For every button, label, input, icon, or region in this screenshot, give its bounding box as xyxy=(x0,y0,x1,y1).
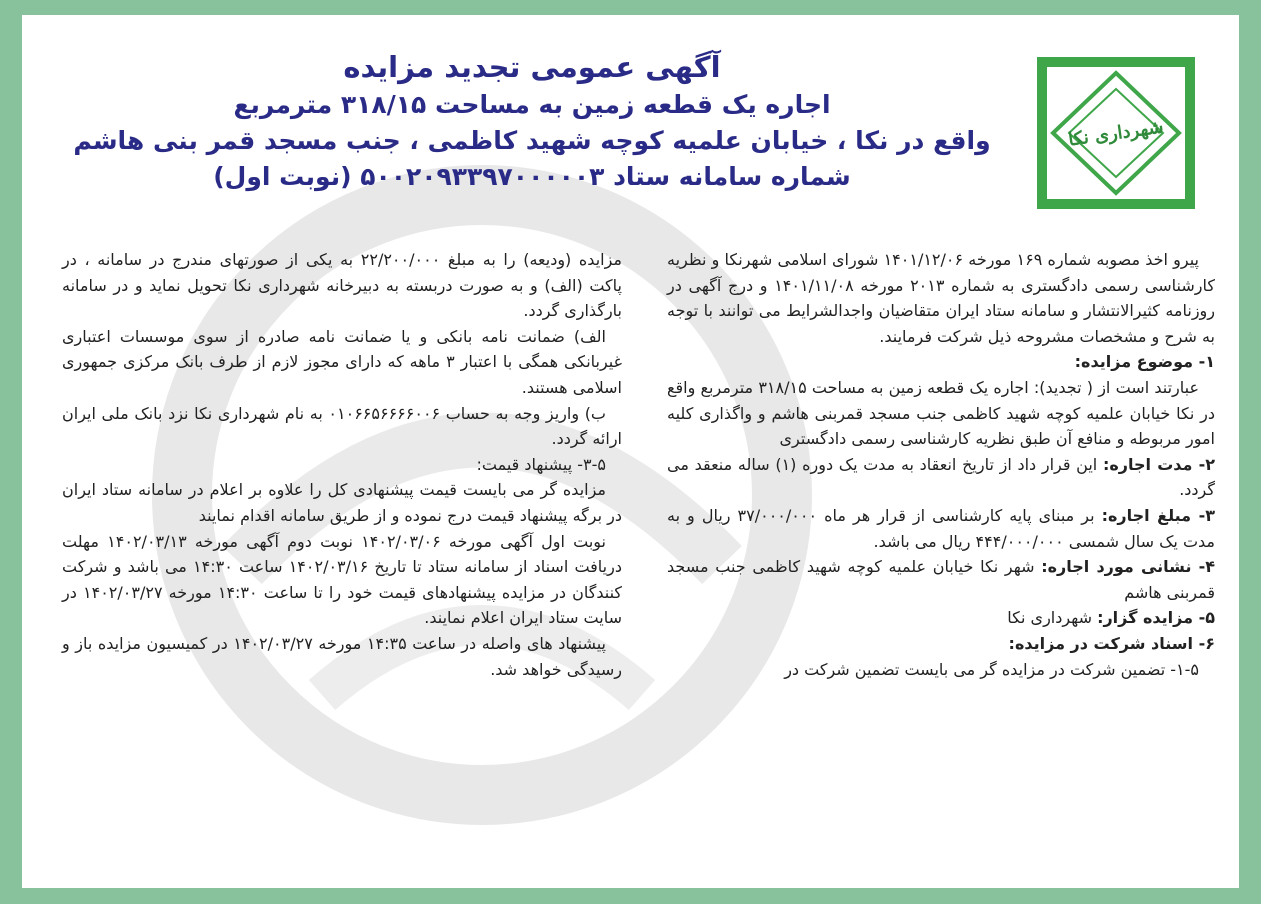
notice-title: آگهی عمومی تجدید مزایده xyxy=(343,50,721,84)
section-3-text: بر مبنای پایه کارشناسی از قرار هر ماه ۳۷/۰۰۰/۰۰۰ ریال و به مدت یک سال شمسی ۴۴۴/۰۰۰/۰۰۰ ریال می باشد. xyxy=(667,505,1215,551)
left-column xyxy=(62,247,622,682)
notice-subtitle-address: واقع در نکا ، خیابان علمیه کوچه شهید کاظمی ، جنب مسجد قمر بنی هاشم xyxy=(73,126,991,155)
municipality-logo xyxy=(1037,57,1195,209)
logo-text: شهرداری نکا xyxy=(1067,115,1165,151)
price-offer-heading: ۳-۵- پیشنهاد قیمت: xyxy=(476,454,606,474)
section-1-text: عبارتند است از ( تجدید): اجاره یک قطعه زمین به مساحت ۳۱۸/۱۵ مترمربع واقع در نکا خیابان علمیه کوچه شهید کاظمی جنب مسجد قمربنی هاشم و واگذاری کلیه امور مربوطه و منافع آن طبق نظریه کارشناسی رسمی دادگستری xyxy=(667,377,1215,449)
section-5-label: ۵- مزایده گزار: xyxy=(1097,608,1215,628)
guarantee-option-a: الف) ضمانت نامه بانکی و یا ضمانت نامه صادره از سوی موسسات اعتباری غیربانکی همگی با اعتبار ۳ ماهه که دارای مجوز لازم از طرف بانک مرکزی جمهوری اسلامی هستند. xyxy=(62,326,623,397)
section-5-text: شهرداری نکا xyxy=(1007,608,1098,628)
section-3 xyxy=(667,503,1215,554)
section-5 xyxy=(667,605,1215,631)
section-1-heading: ۱- موضوع مزایده: xyxy=(1074,352,1215,372)
price-offer-text: مزایده گر می بایست قیمت پیشنهادی کل را علاوه بر اعلام در سامانه ستاد ایران در برگه پیشنهاد قیمت درج نموده و از طریق سامانه اقدام نمایند xyxy=(62,480,622,525)
section-4-label: ۴- نشانی مورد اجاره: xyxy=(1041,557,1216,577)
notice-page xyxy=(22,15,1239,888)
guarantee-option-b: ب) واریز وجه به حساب ۰۱۰۶۶۵۶۶۶۶۰۰۶ به نام شهرداری نکا نزد بانک ملی ایران ارائه گردد. xyxy=(62,403,622,449)
section-3-label: ۳- مبلغ اجاره: xyxy=(1101,505,1215,525)
notice-subtitle-system-number: شماره سامانه ستاد ۵۰۰۲۰۹۳۳۹۷۰۰۰۰۰۳ (نوبت اول) xyxy=(213,162,851,191)
notice-subtitle-area: اجاره یک قطعه زمین به مساحت ۳۱۸/۱۵ مترمربع xyxy=(233,90,831,119)
deposit-paragraph: مزایده (ودیعه) را به مبلغ ۲۲/۲۰۰/۰۰۰ به یکی از صورتهای مندرج در سامانه ، در پاکت (الف) و به صورت دربسته به دبیرخانه شهرداری نکا تحویل نماید و در سامانه بارگذاری گردد. xyxy=(62,250,622,321)
section-2-text: این قرار داد از تاریخ انعقاد به مدت یک دوره (۱) ساله منعقد می گردد. xyxy=(667,454,1215,500)
notice-header xyxy=(62,47,1002,195)
opening-paragraph: پیشنهاد های واصله در ساعت ۱۴:۳۵ مورخه ۱۴۰۲/۰۳/۲۷ در کمیسیون مزایده باز و رسیدگی خواهد شد. xyxy=(62,633,622,679)
section-2 xyxy=(667,452,1215,503)
section-2-label: ۲- مدت اجاره: xyxy=(1102,454,1216,474)
section-4 xyxy=(667,554,1215,605)
intro-paragraph: پیرو اخذ مصوبه شماره ۱۶۹ مورخه ۱۴۰۱/۱۲/۰۶ شورای اسلامی شهرنکا و نظریه کارشناسی رسمی دادگستری به شماره ۲۰۱۳ مورخه ۱۴۰۱/۱۱/۰۸ و درج آگهی در روزنامه کثیرالانتشار و سامانه ستاد ایران متقاضیان واجدالشرایط می توانند با توجه به شرح و مشخصات مشروحه ذیل شرکت فرمایند. xyxy=(667,250,1215,346)
section-6-1-text: ۱-۵- تضمین شرکت در مزایده گر می بایست تضمین شرکت در xyxy=(784,659,1199,679)
schedule-paragraph: نوبت اول آگهی مورخه ۱۴۰۲/۰۳/۰۶ نوبت دوم آگهی مورخه ۱۴۰۲/۰۳/۱۳ مهلت دریافت اسناد از سامانه ستاد تا تاریخ ۱۴۰۲/۰۳/۱۶ ساعت ۱۴:۳۰ می باشد و شرکت کنندگان در مزایده پیشنهادهای قیمت خود را تا ساعت ۱۴:۳۰ مورخه ۱۴۰۲/۰۳/۲۷ در سایت ستاد ایران اعلام نمایند. xyxy=(62,531,623,628)
section-6-heading: ۶- اسناد شرکت در مزایده: xyxy=(1008,633,1215,653)
right-column xyxy=(667,247,1215,682)
section-4-text: شهر نکا خیابان علمیه کوچه شهید کاظمی جنب مسجد قمربنی هاشم xyxy=(667,557,1215,602)
